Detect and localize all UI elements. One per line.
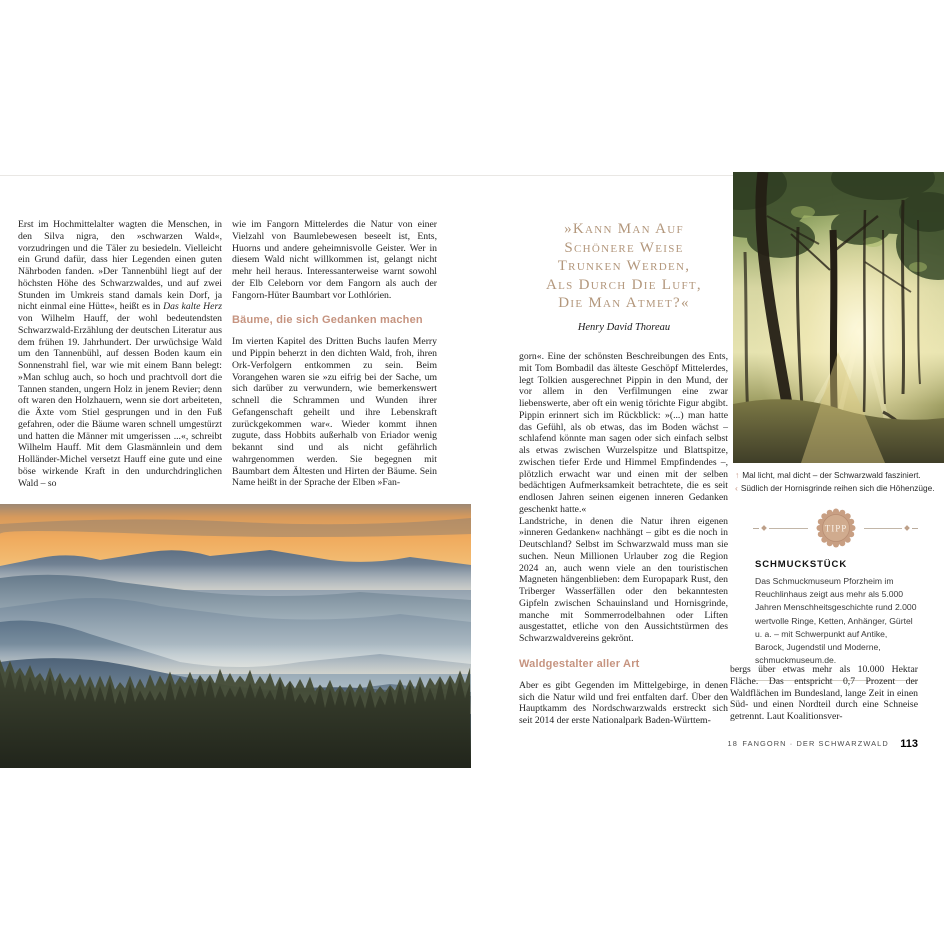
up-arrow-icon: ↑ bbox=[735, 470, 740, 480]
ornament-diamond-icon bbox=[761, 525, 767, 531]
caption-line bbox=[735, 482, 944, 495]
ornament-dash bbox=[753, 528, 759, 529]
tipp-badge-icon bbox=[814, 506, 858, 550]
paragraph bbox=[18, 219, 222, 489]
quote-attribution: Henry David Thoreau bbox=[577, 321, 671, 333]
tip-heading: SCHMUCKSTÜCK bbox=[755, 559, 848, 570]
page-number: 113 bbox=[900, 738, 918, 750]
ornament-diamond-icon bbox=[904, 525, 910, 531]
ornament-dash bbox=[912, 528, 918, 529]
paragraph: Landstriche, in denen die Natur ihren eigenen »inneren Gedanken« nachhängt – gibt es die noch in Deutschland? Selbst im Schwarzwald muss man sie suchen. Neun Millionen Urlauber zog die Region 2024 an, auch wenn viele an den touristischen Magneten hängenblieben: dem Europapark Rust, den Triberger Wasserfällen oder den bekanntesten Gipfeln zwischen Schauinsland und Hornisgrinde, manche mit Sommerrodelbahnen oder Liften ausgestattet, etliche von den Aussichtstürmen des Schwarzwaldvereins gekrönt. bbox=[519, 515, 728, 644]
section-heading-baeume: Bäume, die sich Gedanken machen bbox=[232, 314, 423, 327]
page-footer bbox=[700, 733, 918, 751]
section-heading-waldgestalter: Waldgestalter aller Art bbox=[519, 657, 640, 670]
body-text-run: von Wilhelm Hauff, der wohl bedeutendsten Schwarzwald-Erzählung der deutschen Literatur aus dem frühen 19. Jahrhundert. Der urwüchsige Wald um den Tannenbühl, auf dessen Boden kaum ein Sonnenstrahl fiel, war wie mit einem Bann belegt: »Man schlug auch, so hoch und prachtvoll dort die Tannen standen, ungern Holz in jenem Revier; denn oft waren den Holzhauern, wenn sie dort arbeiteten, die Äxte vom Stiel gesprungen und in den Fuß gefahren, oder die Bäume waren schnell umgestürzt und hatten die Männer mit umgerissen ...«, schreibt Wilhelm Hauff. Mit dem Glasmännlein und dem Holländer-Michel versetzt Hauff eine gute und eine böse wirkende Kraft in den undurchdringlichen Wald – so bbox=[18, 313, 222, 489]
caption-line bbox=[735, 469, 944, 482]
paragraph: Aber es gibt Gegenden im Mittelgebirge, in denen sich die Natur wild und frei entfalten darf. Über den Hauptkamm des Nordschwarzwalds erstreckt sich seit 2014 der erste Nationalpark Baden-Württem- bbox=[519, 679, 728, 726]
ornament-line bbox=[769, 528, 808, 529]
paragraph: bergs über etwas mehr als 10.000 Hektar Fläche. Das entspricht 0,7 Prozent der Waldflächen im Bundesland, lange Zeit in einen Süd- und einen Nordteil durch eine Schneise getrennt. Laut Koalitionsver- bbox=[730, 664, 918, 722]
quote-line: Die Man Atmet?« bbox=[558, 295, 690, 311]
quote-line: Schönere Weise bbox=[564, 239, 684, 256]
quote-line: »Kann Man Auf bbox=[564, 221, 684, 237]
chapter-number: 18 bbox=[727, 739, 738, 748]
quote-line: Als Durch Die Luft, bbox=[546, 276, 702, 293]
left-arrow-icon: ‹ bbox=[735, 482, 738, 493]
tip-body: Das Schmuckmuseum Pforzheim im Reuchlinhaus zeigt aus mehr als 5.000 Jahren Menschheitsgeschichte rund 2.000 wertvolle Ringe, Ketten, Anhänger, Gürtel u. a. – mit Schwerpunkt auf Antike, Barock, Jugendstil und Moderne, schmuckmuseum.de. bbox=[755, 576, 917, 666]
photo-captions bbox=[735, 469, 944, 494]
left-column-1 bbox=[18, 219, 222, 489]
caption-text: Mal licht, mal dicht – der Schwarzwald fasziniert. bbox=[742, 470, 921, 480]
chapter-title: FANGORN · DER SCHWARZWALD bbox=[742, 739, 889, 748]
paragraph: Im vierten Kapitel des Dritten Buchs laufen Merry und Pippin beherzt in den dichten Wald, froh, ihren Ork-Verfolgern entkommen zu sein. Beim Vorangehen waren sie »zu eifrig bei der Sache, um sich darüber zu verwundern, wie bemerkenswert schnell die Schrammen und Wunden ihrer Gefangenschaft geheilt und ihre Lebenskraft zurückgekommen war«. Wieder kommt ihnen zugute, dass Hobbits außerhalb von Eriador wenig bekannt sind und als nicht gefährlich wahrgenommen werden. Sie begegnen mit Baumbart dem Ältesten und Hirten der Bäume. Sein Name heißt in der Sprache der Elben »Fan- bbox=[232, 336, 437, 489]
caption-text: Südlich der Hornisgrinde reihen sich die Höhenzüge. bbox=[740, 482, 935, 493]
right-column-2 bbox=[730, 664, 918, 723]
tip-box bbox=[753, 506, 918, 681]
svg-text:TIPP: TIPP bbox=[824, 523, 847, 534]
ornament-line bbox=[864, 528, 903, 529]
pull-quote bbox=[518, 220, 730, 333]
left-column-2 bbox=[232, 219, 437, 489]
quote-line: Trunken Werden, bbox=[557, 258, 691, 274]
tip-ornament-rule bbox=[753, 506, 918, 550]
book-title-italic: Das kalte Herz bbox=[163, 301, 222, 313]
paragraph: wie im Fangorn Mittelerdes die Natur von einer Vielzahl von Baumlebewesen beseelt ist, Ents, Huorns und andere geheimnisvolle Geister. Wer in diesem Wald nicht willkommen ist, gelangt nicht mehr heil heraus. Interessanterweise warnt sowohl der Elb Celeborn vor dem Fangorn als auch der Fangorn-Hüter Baumbart vor Lothlórien. bbox=[232, 219, 437, 301]
body-text-run: Erst im Hochmittelalter wagten die Menschen, in den Silva nigra, den »schwarzen Wald«, vorzudringen und die Täler zu besiedeln. Vielleicht ein Grund dafür, dass hier Legenden einen guten Nährboden fanden. »Der Tannenbühl liegt auf der höchsten Höhe des Schwarzwaldes, und auf zwei Stunden im Umkreis stand damals kein Dorf, ja nicht einmal eine Hütte«, heißt es in bbox=[18, 219, 222, 313]
forest-sunlight-photo bbox=[733, 172, 944, 463]
right-column-1 bbox=[519, 351, 728, 727]
paragraph: gorn«. Eine der schönsten Beschreibungen des Ents, mit Tom Bombadil das älteste Geschöpf Mittelerdes, legt Tolkien ausgerechnet Pippin in den Mund, der vor allem in den Verfilmungen eine zwar liebenswerte, aber oft ein wenig törichte Figur abgibt. Pippin erinnert sich im Rückblick: »(...) man hatte das Gefühl, als ob etwas, das im Boden wächst – schlafend könnte man sagen oder sich einfach selbst als etwas zwischen Wurzelspitze und Blattspitze, zwischen tiefer Erde und Himmel Empfindendes –, plötzlich erwacht war und einen mit der selben bedächtigen Aufmerksamkeit betrachtete, die es seit endlosen Jahren seinen eigenen inneren Gedanken geschenkt hatte.« bbox=[519, 351, 728, 515]
mountain-ridges-photo bbox=[0, 504, 471, 768]
